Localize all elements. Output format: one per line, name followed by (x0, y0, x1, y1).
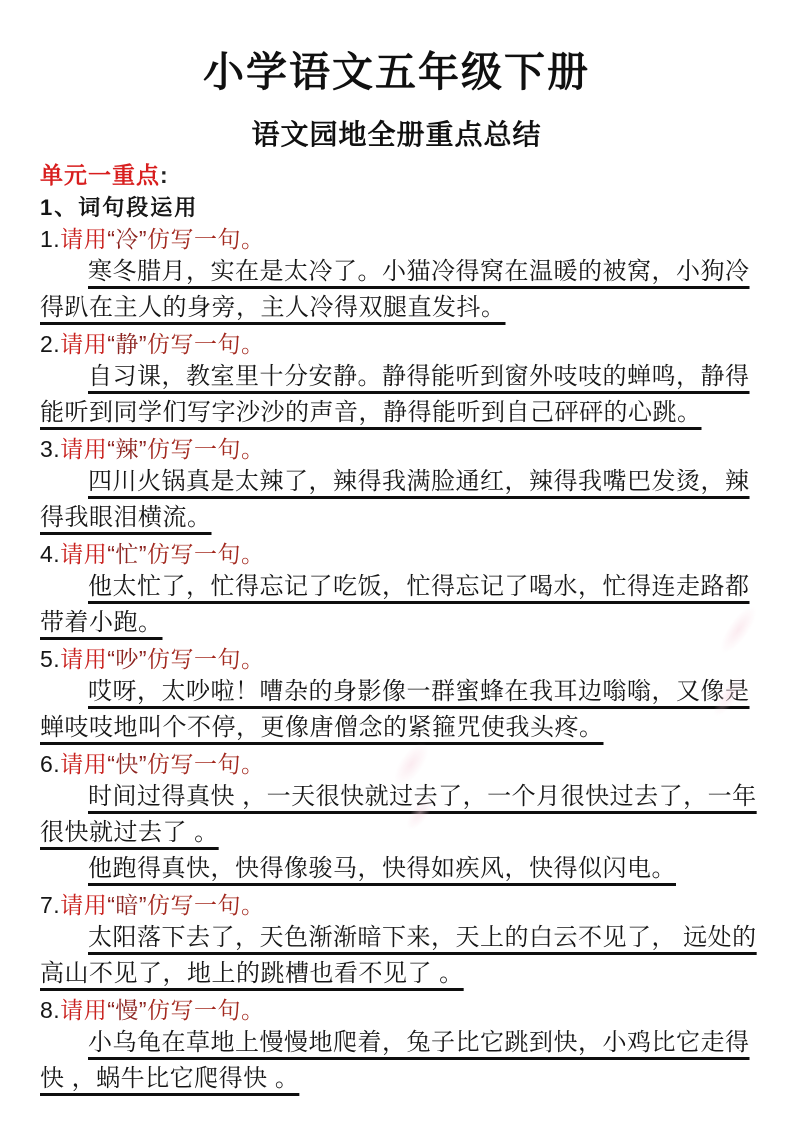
exercise-section (40, 434, 757, 536)
exercise-number: 2. (40, 331, 61, 357)
answer-paragraphs (40, 359, 757, 431)
page-subtitle: 语文园地全册重点总结 (251, 119, 542, 150)
exercise-section (40, 329, 757, 431)
exercise-prompt (40, 224, 757, 254)
exercise-section (40, 224, 757, 326)
prompt-target-word: “辣” (107, 436, 148, 462)
prompt-target-word: “冷” (107, 226, 148, 252)
answer-paragraph: 哎呀，太吵啦！嘈杂的身影像一群蜜蜂在我耳边嗡嗡，又像是蝉吱吱地叫个不停，更像唐僧念的紧箍咒使我头疼。 (40, 678, 750, 741)
exercise-number: 3. (40, 436, 61, 462)
answer-paragraphs (40, 464, 757, 536)
answer-paragraph: 他跑得真快，快得像骏马，快得如疾风，快得似闪电。 (88, 855, 676, 882)
prompt-lead: 请用 (60, 436, 108, 462)
unit-heading (40, 161, 793, 189)
exercise-section (40, 749, 757, 887)
answer-paragraphs (40, 1025, 757, 1097)
prompt-lead: 请用 (60, 331, 108, 357)
exercise-number: 5. (40, 646, 61, 672)
exercise-prompt (40, 890, 757, 920)
prompt-tail: 仿写一句。 (147, 892, 265, 918)
prompt-lead: 请用 (60, 541, 108, 567)
exercise-prompt (40, 644, 757, 674)
prompt-tail: 仿写一句。 (147, 331, 265, 357)
prompt-tail: 仿写一句。 (147, 436, 265, 462)
answer-paragraphs (40, 254, 757, 326)
answer-paragraph: 小乌龟在草地上慢慢地爬着，兔子比它跳到快，小鸡比它走得快 ，蜗牛比它爬得快 。 (40, 1029, 750, 1092)
prompt-target-word: “快” (107, 751, 148, 777)
prompt-target-word: “静” (107, 331, 148, 357)
prompt-lead: 请用 (60, 751, 108, 777)
prompt-target-word: “暗” (107, 892, 148, 918)
section-group-title: 1、词句段运用 (40, 195, 199, 220)
sections-list (40, 224, 757, 1097)
unit-heading-colon: : (160, 162, 169, 188)
exercise-section (40, 995, 757, 1097)
prompt-lead: 请用 (60, 646, 108, 672)
prompt-tail: 仿写一句。 (147, 541, 265, 567)
exercise-section (40, 644, 757, 746)
page-title: 小学语文五年级下册 (203, 49, 590, 95)
prompt-lead: 请用 (60, 892, 108, 918)
exercise-number: 6. (40, 751, 61, 777)
prompt-tail: 仿写一句。 (147, 997, 265, 1023)
answer-paragraph: 太阳落下去了，天色渐渐暗下来，天上的白云不见了， 远处的高山不见了，地上的跳槽也看不见了 。 (40, 924, 757, 987)
prompt-target-word: “吵” (107, 646, 148, 672)
exercise-number: 1. (40, 226, 61, 252)
prompt-target-word: “忙” (107, 541, 148, 567)
answer-paragraph: 他太忙了，忙得忘记了吃饭，忙得忘记了喝水，忙得连走路都带着小跑。 (40, 573, 750, 636)
answer-paragraphs (40, 920, 757, 992)
exercise-section (40, 890, 757, 992)
prompt-tail: 仿写一句。 (147, 646, 265, 672)
exercise-number: 8. (40, 997, 61, 1023)
unit-heading-label: 单元一重点 (40, 162, 160, 188)
exercise-prompt (40, 434, 757, 464)
prompt-lead: 请用 (60, 226, 108, 252)
prompt-target-word: “慢” (107, 997, 148, 1023)
exercise-prompt (40, 539, 757, 569)
answer-paragraphs (40, 674, 757, 746)
prompt-lead: 请用 (60, 997, 108, 1023)
answer-paragraphs (40, 569, 757, 641)
answer-paragraph: 四川火锅真是太辣了，辣得我满脸通红，辣得我嘴巴发烫，辣得我眼泪横流。 (40, 468, 750, 531)
exercise-number: 7. (40, 892, 61, 918)
answer-paragraphs (40, 779, 757, 887)
prompt-tail: 仿写一句。 (147, 226, 265, 252)
exercise-prompt (40, 329, 757, 359)
exercise-section (40, 539, 757, 641)
exercise-prompt (40, 995, 757, 1025)
exercise-number: 4. (40, 541, 61, 567)
prompt-tail: 仿写一句。 (147, 751, 265, 777)
exercise-prompt (40, 749, 757, 779)
answer-paragraph: 寒冬腊月，实在是太冷了。小猫冷得窝在温暖的被窝，小狗冷得趴在主人的身旁，主人冷得双腿直发抖。 (40, 258, 750, 321)
answer-paragraph: 时间过得真快 ，一天很快就过去了，一个月很快过去了，一年很快就过去了 。 (40, 783, 757, 846)
answer-paragraph: 自习课，教室里十分安静。静得能听到窗外吱吱的蝉鸣，静得能听到同学们写字沙沙的声音，静得能听到自己砰砰的心跳。 (40, 363, 750, 426)
